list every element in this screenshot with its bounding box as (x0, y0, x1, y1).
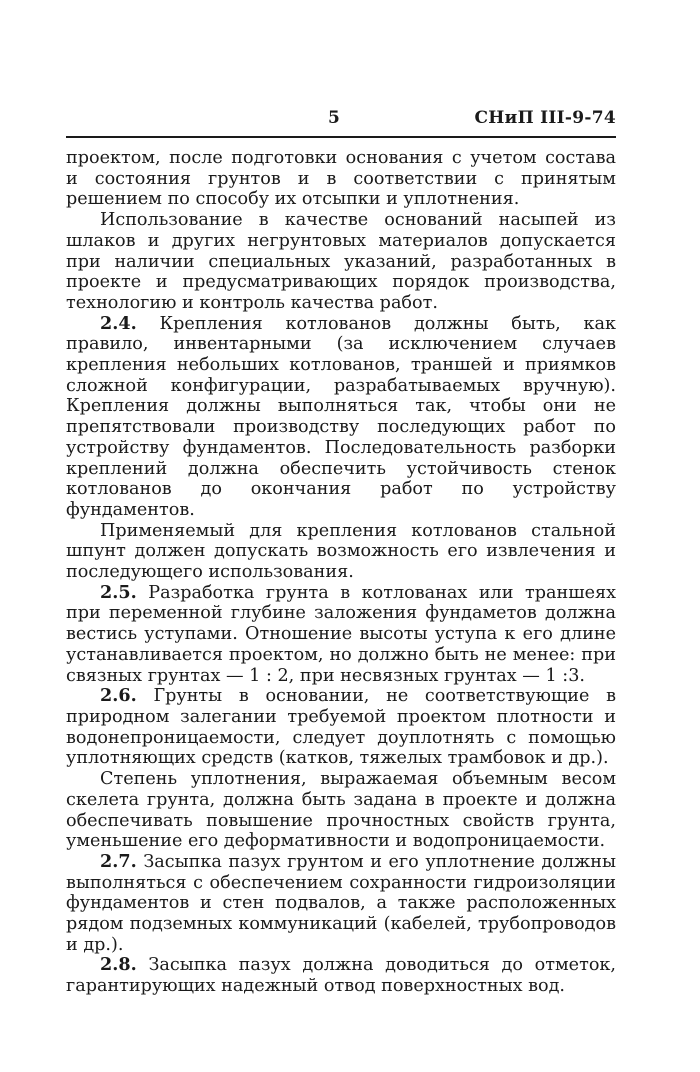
clause-2-7 (66, 852, 616, 956)
clause-number: 2.4. (100, 312, 137, 334)
paragraph-sheet-pile (66, 521, 616, 583)
clause-2-5 (66, 583, 616, 687)
clause-number: 2.6. (100, 685, 137, 707)
paragraph-text: Засыпка пазух должна доводиться до отметок, гарантирующих надежный отвод поверхностных вод. (66, 955, 617, 997)
clause-2-4 (66, 314, 616, 521)
clause-number: 2.8. (100, 954, 137, 976)
paragraph-text: Степень уплотнения, выражаемая объемным весом скелета грунта, должна быть задана в проекте и должна обеспечивать повышение прочностных свойств грунта, уменьшение его деформативности и водопроницаемости. (66, 769, 616, 852)
page-header (66, 108, 616, 134)
page-number: 5 (328, 108, 340, 128)
clause-number: 2.5. (100, 581, 137, 603)
paragraph-compaction-degree (66, 769, 616, 852)
paragraph-text: проектом, после подготовки основания с учетом состава и состояния грунтов и в соответствии с принятым решением по способу их отсыпки и уплотнения. (66, 148, 616, 210)
document-code: СНиП III-9-74 (474, 108, 616, 128)
clause-2-6 (66, 686, 616, 769)
clause-2-8 (66, 955, 616, 996)
paragraph-text: Разработка грунта в котлованах или траншеях при переменной глубине заложения фундаметов должна вестись уступами. Отношение высоты уступа к его длине устанавливается проектом, но должно быть не менее: при связных грунтах — 1 : 2, при несвязных грунтах — 1 :3. (66, 582, 617, 686)
header-rule (66, 136, 616, 138)
paragraph-text: Крепления котлованов должны быть, как правило, инвентарными (за исключением случаев крепления небольших котлованов, траншей и приямков сложной конфигурации, разрабатываемых вручную). Крепления должны выполняться так, чтобы они не препятствовали производству последующих работ по устройству фундаментов. Последовательность разборки креплений должна обеспечить устойчивость стенок котлованов до окончания работ по устройству фундаментов. (66, 313, 616, 520)
body-text (66, 148, 616, 997)
paragraph-text: Грунты в основании, не соответствующие в природном залегании требуемой проектом плотности и водонепроницаемости, следует доуплотнять с помощью уплотняющих средств (катков, тяжелых трамбовок и др.). (66, 686, 617, 769)
paragraph-text: Засыпка пазух грунтом и его уплотнение должны выполняться с обеспечением сохранности гидроизоляции фундаментов и стен подвалов, а также расположенных рядом подземных коммуникаций (кабелей, трубопроводов и др.). (66, 851, 616, 955)
paragraph-continuation (66, 148, 616, 210)
clause-number: 2.7. (100, 850, 137, 872)
paragraph-text: Использование в качестве оснований насыпей из шлаков и других негрунтовых материалов допускается при наличии специальных указаний, разработанных в проекте и предусматривающих порядок производства, технологию и контроль качества работ. (66, 210, 616, 313)
paragraph-text: Применяемый для крепления котлованов стальной шпунт должен допускать возможность его извлечения и последующего использования. (66, 520, 616, 583)
paragraph-slag-fill (66, 210, 616, 314)
